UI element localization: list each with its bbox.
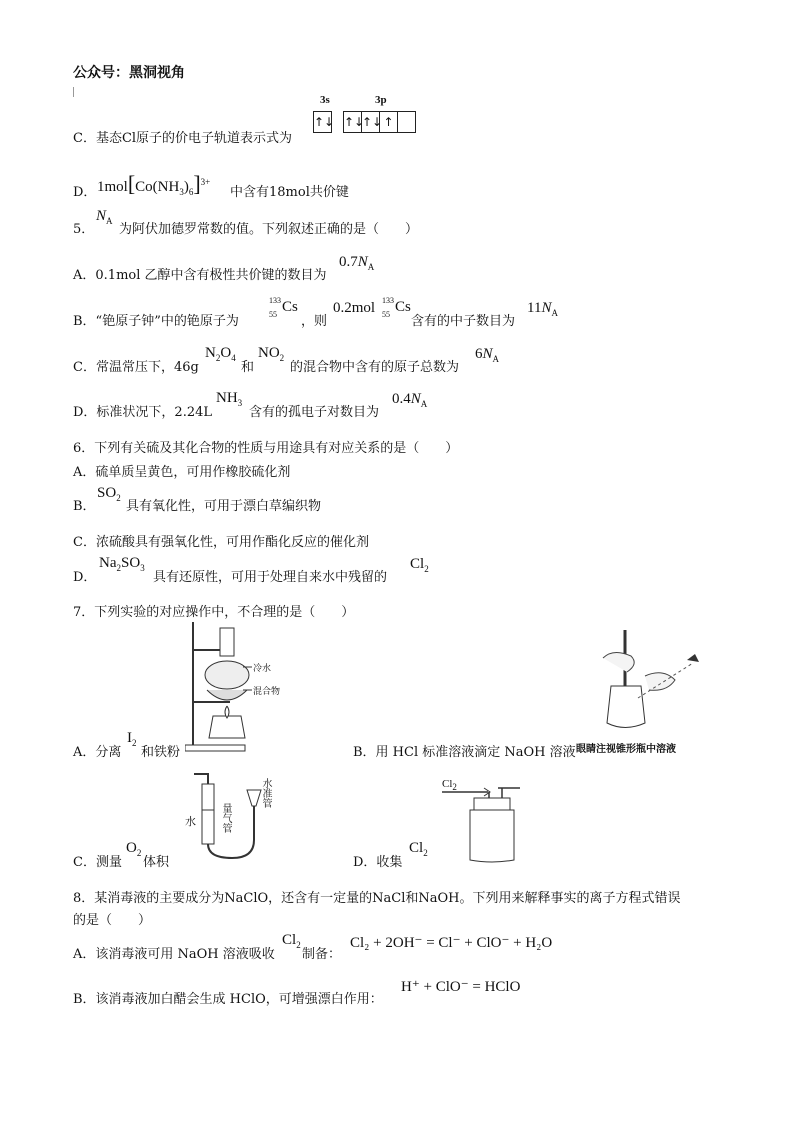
- q8a-equation: Cl₂ + 2OH⁻ = Cl⁻ + ClO⁻ + H₂O: [350, 935, 553, 951]
- q6b-text: 具有氧化性，可用于漂白草编织物: [126, 499, 322, 514]
- q5a-text: A．0.1mol 乙醇中含有极性共价键的数目为: [73, 268, 327, 283]
- q8a-text2: 制备：: [302, 947, 342, 962]
- q5d-answer: $0.4N_A$: [392, 391, 428, 409]
- q4d-letter: D．: [73, 185, 97, 200]
- q5c-formula1: $N_2O_4$: [205, 345, 236, 363]
- q5-number: 5．: [73, 222, 95, 237]
- q8b-equation: H⁺ + ClO⁻ = HClO: [401, 979, 521, 995]
- header-divider: [73, 87, 74, 97]
- q6c-text: C．浓硫酸具有强氧化性，可用作酯化反应的催化剂: [73, 535, 369, 550]
- q7c-text1: C．测量: [73, 855, 122, 870]
- apparatus-c-label-tube: 量气管: [220, 803, 231, 833]
- q7c-formula: $O_2$: [126, 840, 142, 858]
- q7b-text: B．用 HCl 标准溶液滴定 NaOH 溶液: [353, 745, 576, 760]
- q5c-text2: 的混合物中含有的原子总数为: [290, 360, 460, 375]
- orbital-box-3p: [343, 111, 416, 133]
- q7d-text1: D．收集: [353, 855, 403, 870]
- q8-stem-line1: 8．某消毒液的主要成分为NaClO，还含有一定量的NaCl和NaOH。下列用来解释事实的离子方程式错误: [73, 891, 681, 906]
- orbital-box-3s: [313, 111, 335, 133]
- q5a-answer: $0.7N_A$: [339, 254, 375, 272]
- q6d-formula: $Na_2SO_3$: [99, 555, 145, 573]
- q5b-mid: ，则: [301, 314, 328, 329]
- q6d-letter: D．: [73, 570, 97, 585]
- orbital-cell: ↑↓: [362, 112, 380, 132]
- apparatus-a-label-water: 冷水: [253, 664, 272, 674]
- orbital-cell: ↑: [380, 112, 398, 132]
- apparatus-a-label-mixture: 混合物: [253, 687, 281, 697]
- q4d-formula: $1mol[Co(NH_3)_6]^{3+}$: [97, 171, 211, 197]
- header-brand: 公众号：黑洞视角: [73, 65, 185, 81]
- apparatus-b-titration: [583, 628, 723, 736]
- orbital-label-3p: 3p: [375, 94, 387, 106]
- orbital-cell: ↑↓: [344, 112, 362, 132]
- q7c-text2: 体积: [143, 855, 170, 870]
- q8b-text: B．该消毒液加白醋会生成 HClO，可增强漂白作用：: [73, 992, 383, 1007]
- q6-stem: 6．下列有关硫及其化合物的性质与用途具有对应关系的是（ ）: [73, 441, 459, 456]
- q8a-cl: $Cl_2$: [282, 932, 301, 950]
- q7d-formula: $Cl_2$: [409, 840, 428, 858]
- q5c-text1: C．常温常压下，46g: [73, 360, 199, 375]
- q6b-formula: $SO_2$: [97, 485, 121, 503]
- q5-stem: 为阿伏加德罗常数的值。下列叙述正确的是（ ）: [119, 222, 419, 237]
- q6a-text: A．硫单质呈黄色，可用作橡胶硫化剂: [73, 465, 291, 480]
- q6d-cl: $Cl_2$: [410, 556, 429, 574]
- q5b-text2: 含有的中子数目为: [411, 314, 516, 329]
- q7-stem: 7．下列实验的对应操作中，不合理的是（ ）: [73, 605, 355, 620]
- q5c-formula2: $NO_2$: [258, 345, 285, 363]
- q5c-and: 和: [241, 360, 255, 375]
- q5c-answer: $6N_A$: [475, 346, 500, 364]
- apparatus-c-label-water: 水: [185, 815, 196, 828]
- q8-stem-line2: 的是（ ）: [73, 913, 152, 928]
- q5b-amount: 0.2mol: [333, 300, 376, 316]
- apparatus-c-label-level: 水准管: [260, 778, 271, 808]
- q7a-text1: A．分离: [73, 745, 122, 760]
- q6b-letter: B．: [73, 499, 96, 514]
- orbital-label-3s: 3s: [320, 94, 330, 106]
- q5d-formula: $NH_3$: [216, 390, 243, 408]
- orbital-cell: [398, 112, 415, 132]
- orbital-cell: ↑↓: [314, 115, 335, 129]
- q8a-text: A．该消毒液可用 NaOH 溶液吸收: [73, 947, 275, 962]
- apparatus-d-label-cl: $Cl_2$: [442, 778, 457, 793]
- q4d-text: 中含有18mol共价键: [230, 185, 349, 200]
- q7a-text2: 和铁粉: [141, 745, 181, 760]
- q5d-text1: D．标准状况下，2.24L: [73, 405, 213, 420]
- q5b-answer: $11N_A$: [527, 300, 558, 318]
- q7a-formula: $I_2$: [127, 730, 137, 748]
- q5-na: $N_A$: [96, 208, 113, 226]
- apparatus-b-note: 眼睛注视锥形瓶中溶液: [576, 744, 676, 755]
- q5d-text2: 含有的孤电子对数目为: [249, 405, 380, 420]
- q5b-text1: B．“铯原子钟”中的铯原子为: [73, 314, 239, 329]
- q6d-text: 具有还原性，可用于处理自来水中残留的: [153, 570, 388, 585]
- q4c-text: C．基态Cl原子的价电子轨道表示式为: [73, 131, 293, 146]
